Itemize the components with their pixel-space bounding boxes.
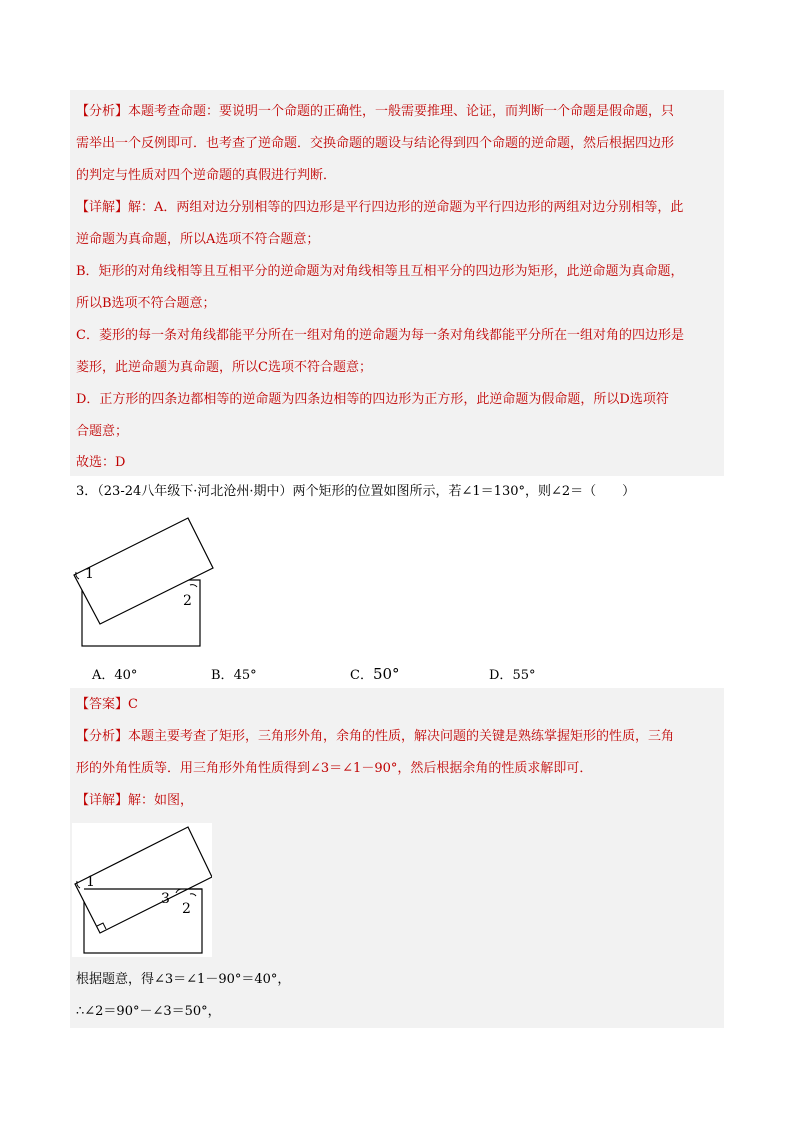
analysis3-line-1: 【分析】本题主要考查了矩形，三角形外角，余角的性质，解决问题的关键是熟练掌握矩形的性质，三角 (76, 729, 675, 744)
detail3-step-1: 根据题意，得∠3＝∠1－90°＝40°， (76, 972, 291, 987)
answer3-value: C (128, 697, 138, 712)
analysis1-line-2: 需举出一个反例即可．也考查了逆命题．交换命题的题设与结论得到四个命题的逆命题，然后根据四边形 (76, 136, 675, 151)
q3-angle-1-label: 1 (85, 566, 94, 582)
detail3-tag: 【详解】 (76, 793, 129, 808)
detail1-line-8: 合题意； (76, 424, 129, 439)
question3-figure (70, 512, 220, 652)
detail1-line-3: B．矩形的对角线相等且互相平分的逆命题为对角线相等且互相平分的四边形为矩形，此逆命题为真命题， (76, 264, 684, 279)
option-a: A．40° (92, 668, 138, 683)
option-b: B．45° (211, 668, 257, 683)
analysis1-tag: 【分析】 (76, 104, 129, 119)
detail1-line-2: 逆命题为真命题，所以A选项不符合题意； (76, 232, 320, 247)
d3-angle-1-label: 1 (86, 874, 95, 890)
option-d: D．55° (489, 668, 536, 683)
analysis1-line-3: 的判定与性质对四个逆命题的真假进行判断． (76, 168, 337, 183)
d3-angle-3-label: 3 (161, 891, 170, 907)
q3-angle-2-label: 2 (183, 593, 192, 609)
detail1-line-7: D．正方形的四条边都相等的逆命题为四条边相等的四边形为正方形，此逆命题为假命题，所以D选项符 (76, 392, 669, 407)
analysis1-line-1: 【分析】本题考查命题：要说明一个命题的正确性，一般需要推理、论证，而判断一个命题是假命题，只 (76, 104, 675, 119)
detail1-line-1: 【详解】解：A．两组对边分别相等的四边形是平行四边形的逆命题为平行四边形的两组对边分别相等，此 (76, 200, 684, 215)
detail1-line-6: 菱形，此逆命题为真命题，所以C选项不符合题意； (76, 360, 372, 375)
detail3-line-1: 【详解】解：如图， (76, 793, 194, 808)
detail3-step-2: ∴∠2＝90°－∠3＝50°， (76, 1004, 221, 1019)
option-c: C．50° (350, 665, 400, 683)
detail1-line-9: 故选：D (76, 455, 126, 470)
answer3-line (76, 697, 138, 713)
detail1-line-5: C．菱形的每一条对角线都能平分所在一组对角的逆命题为每一条对角线都能平分所在一组对角的四边形是 (76, 328, 684, 343)
analysis3-tag: 【分析】 (76, 729, 129, 744)
detail3-figure (72, 823, 212, 957)
analysis3-line-2: 形的外角性质等．用三角形外角性质得到∠3＝∠1－90°，然后根据余角的性质求解即可． (76, 761, 593, 776)
detail1-tag: 【详解】 (76, 200, 129, 215)
d3-angle-2-label: 2 (182, 901, 191, 917)
detail1-line-4: 所以B选项不符合题意； (76, 296, 216, 311)
answer3-tag: 【答案】 (76, 697, 129, 712)
question3-stem: 3．（23-24八年级下·河北沧州·期中）两个矩形的位置如图所示，若∠1＝130°，则∠2＝（ ） (76, 484, 636, 499)
